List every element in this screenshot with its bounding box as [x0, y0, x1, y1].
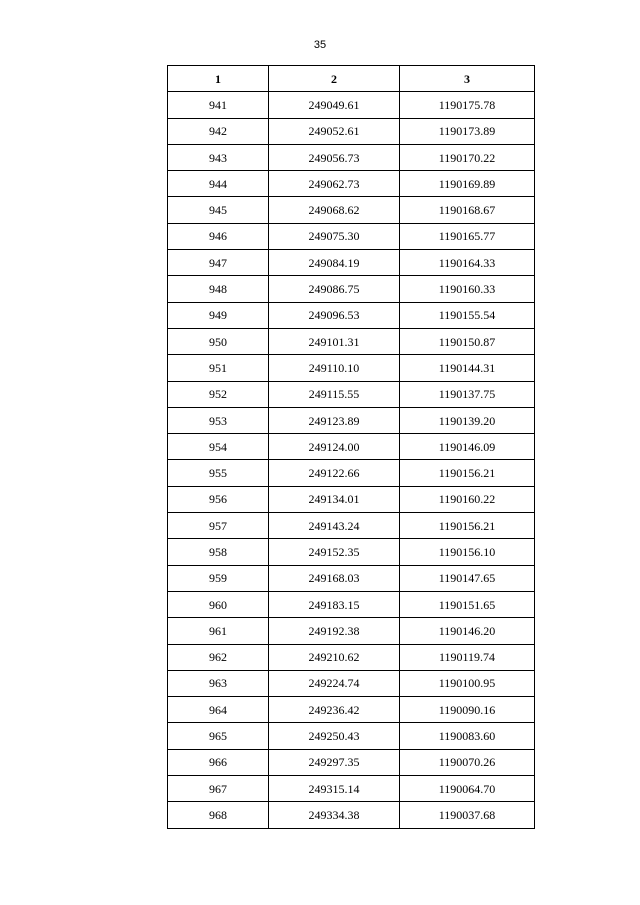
table-row: [168, 171, 535, 197]
table-row: [168, 591, 535, 617]
point-number-cell: 946: [168, 223, 269, 249]
y-coordinate-cell: 1190144.31: [400, 355, 535, 381]
table-row: [168, 223, 535, 249]
point-number-cell: 958: [168, 539, 269, 565]
x-coordinate-cell: 249056.73: [269, 144, 400, 170]
y-coordinate-cell: 1190151.65: [400, 591, 535, 617]
point-number-cell: 949: [168, 302, 269, 328]
y-coordinate-cell: 1190170.22: [400, 144, 535, 170]
point-number-cell: 963: [168, 670, 269, 696]
y-coordinate-cell: 1190168.67: [400, 197, 535, 223]
table-row: [168, 250, 535, 276]
y-coordinate-cell: 1190164.33: [400, 250, 535, 276]
table-row: [168, 513, 535, 539]
y-coordinate-cell: 1190064.70: [400, 776, 535, 802]
x-coordinate-cell: 249134.01: [269, 486, 400, 512]
point-number-cell: 959: [168, 565, 269, 591]
table-row: [168, 486, 535, 512]
x-coordinate-cell: 249210.62: [269, 644, 400, 670]
point-number-cell: 951: [168, 355, 269, 381]
x-coordinate-cell: 249236.42: [269, 697, 400, 723]
table-row: [168, 618, 535, 644]
y-coordinate-cell: 1190160.33: [400, 276, 535, 302]
x-coordinate-cell: 249062.73: [269, 171, 400, 197]
x-coordinate-cell: 249115.55: [269, 381, 400, 407]
table-row: [168, 328, 535, 354]
x-coordinate-cell: 249334.38: [269, 802, 400, 828]
x-coordinate-cell: 249110.10: [269, 355, 400, 381]
point-number-cell: 952: [168, 381, 269, 407]
table-body: [168, 92, 535, 828]
table-row: [168, 565, 535, 591]
point-number-cell: 961: [168, 618, 269, 644]
y-coordinate-cell: 1190037.68: [400, 802, 535, 828]
table-row: [168, 118, 535, 144]
x-coordinate-cell: 249122.66: [269, 460, 400, 486]
x-coordinate-cell: 249168.03: [269, 565, 400, 591]
header-col-2: 2: [269, 66, 400, 92]
y-coordinate-cell: 1190156.10: [400, 539, 535, 565]
point-number-cell: 944: [168, 171, 269, 197]
point-number-cell: 954: [168, 434, 269, 460]
x-coordinate-cell: 249049.61: [269, 92, 400, 118]
table-row: [168, 644, 535, 670]
y-coordinate-cell: 1190169.89: [400, 171, 535, 197]
y-coordinate-cell: 1190165.77: [400, 223, 535, 249]
header-col-3: 3: [400, 66, 535, 92]
point-number-cell: 967: [168, 776, 269, 802]
point-number-cell: 955: [168, 460, 269, 486]
x-coordinate-cell: 249183.15: [269, 591, 400, 617]
table-row: [168, 802, 535, 828]
header-col-1: 1: [168, 66, 269, 92]
table-row: [168, 776, 535, 802]
point-number-cell: 953: [168, 407, 269, 433]
table-header: [168, 66, 535, 92]
point-number-cell: 943: [168, 144, 269, 170]
table-row: [168, 460, 535, 486]
table-row: [168, 697, 535, 723]
x-coordinate-cell: 249101.31: [269, 328, 400, 354]
point-number-cell: 956: [168, 486, 269, 512]
y-coordinate-cell: 1190146.09: [400, 434, 535, 460]
table-row: [168, 276, 535, 302]
table-row: [168, 197, 535, 223]
y-coordinate-cell: 1190160.22: [400, 486, 535, 512]
y-coordinate-cell: 1190156.21: [400, 460, 535, 486]
x-coordinate-cell: 249224.74: [269, 670, 400, 696]
point-number-cell: 957: [168, 513, 269, 539]
x-coordinate-cell: 249152.35: [269, 539, 400, 565]
x-coordinate-cell: 249192.38: [269, 618, 400, 644]
table-row: [168, 92, 535, 118]
table-row: [168, 302, 535, 328]
y-coordinate-cell: 1190156.21: [400, 513, 535, 539]
x-coordinate-cell: 249075.30: [269, 223, 400, 249]
point-number-cell: 950: [168, 328, 269, 354]
y-coordinate-cell: 1190173.89: [400, 118, 535, 144]
x-coordinate-cell: 249086.75: [269, 276, 400, 302]
point-number-cell: 960: [168, 591, 269, 617]
point-number-cell: 965: [168, 723, 269, 749]
table-row: [168, 381, 535, 407]
table-row: [168, 539, 535, 565]
table-row: [168, 749, 535, 775]
point-number-cell: 941: [168, 92, 269, 118]
x-coordinate-cell: 249250.43: [269, 723, 400, 749]
y-coordinate-cell: 1190070.26: [400, 749, 535, 775]
x-coordinate-cell: 249143.24: [269, 513, 400, 539]
point-number-cell: 942: [168, 118, 269, 144]
x-coordinate-cell: 249123.89: [269, 407, 400, 433]
y-coordinate-cell: 1190090.16: [400, 697, 535, 723]
y-coordinate-cell: 1190083.60: [400, 723, 535, 749]
y-coordinate-cell: 1190155.54: [400, 302, 535, 328]
point-number-cell: 948: [168, 276, 269, 302]
point-number-cell: 947: [168, 250, 269, 276]
header-row: [168, 66, 535, 92]
table-row: [168, 670, 535, 696]
point-number-cell: 962: [168, 644, 269, 670]
table-row: [168, 407, 535, 433]
y-coordinate-cell: 1190146.20: [400, 618, 535, 644]
point-number-cell: 945: [168, 197, 269, 223]
coordinates-table: [167, 65, 535, 829]
y-coordinate-cell: 1190119.74: [400, 644, 535, 670]
x-coordinate-cell: 249052.61: [269, 118, 400, 144]
y-coordinate-cell: 1190150.87: [400, 328, 535, 354]
table-row: [168, 434, 535, 460]
x-coordinate-cell: 249068.62: [269, 197, 400, 223]
x-coordinate-cell: 249124.00: [269, 434, 400, 460]
y-coordinate-cell: 1190175.78: [400, 92, 535, 118]
table-row: [168, 723, 535, 749]
x-coordinate-cell: 249297.35: [269, 749, 400, 775]
x-coordinate-cell: 249096.53: [269, 302, 400, 328]
x-coordinate-cell: 249315.14: [269, 776, 400, 802]
page-number: 35: [313, 39, 327, 51]
y-coordinate-cell: 1190100.95: [400, 670, 535, 696]
x-coordinate-cell: 249084.19: [269, 250, 400, 276]
point-number-cell: 966: [168, 749, 269, 775]
y-coordinate-cell: 1190137.75: [400, 381, 535, 407]
point-number-cell: 964: [168, 697, 269, 723]
y-coordinate-cell: 1190147.65: [400, 565, 535, 591]
table-row: [168, 355, 535, 381]
y-coordinate-cell: 1190139.20: [400, 407, 535, 433]
table-row: [168, 144, 535, 170]
point-number-cell: 968: [168, 802, 269, 828]
